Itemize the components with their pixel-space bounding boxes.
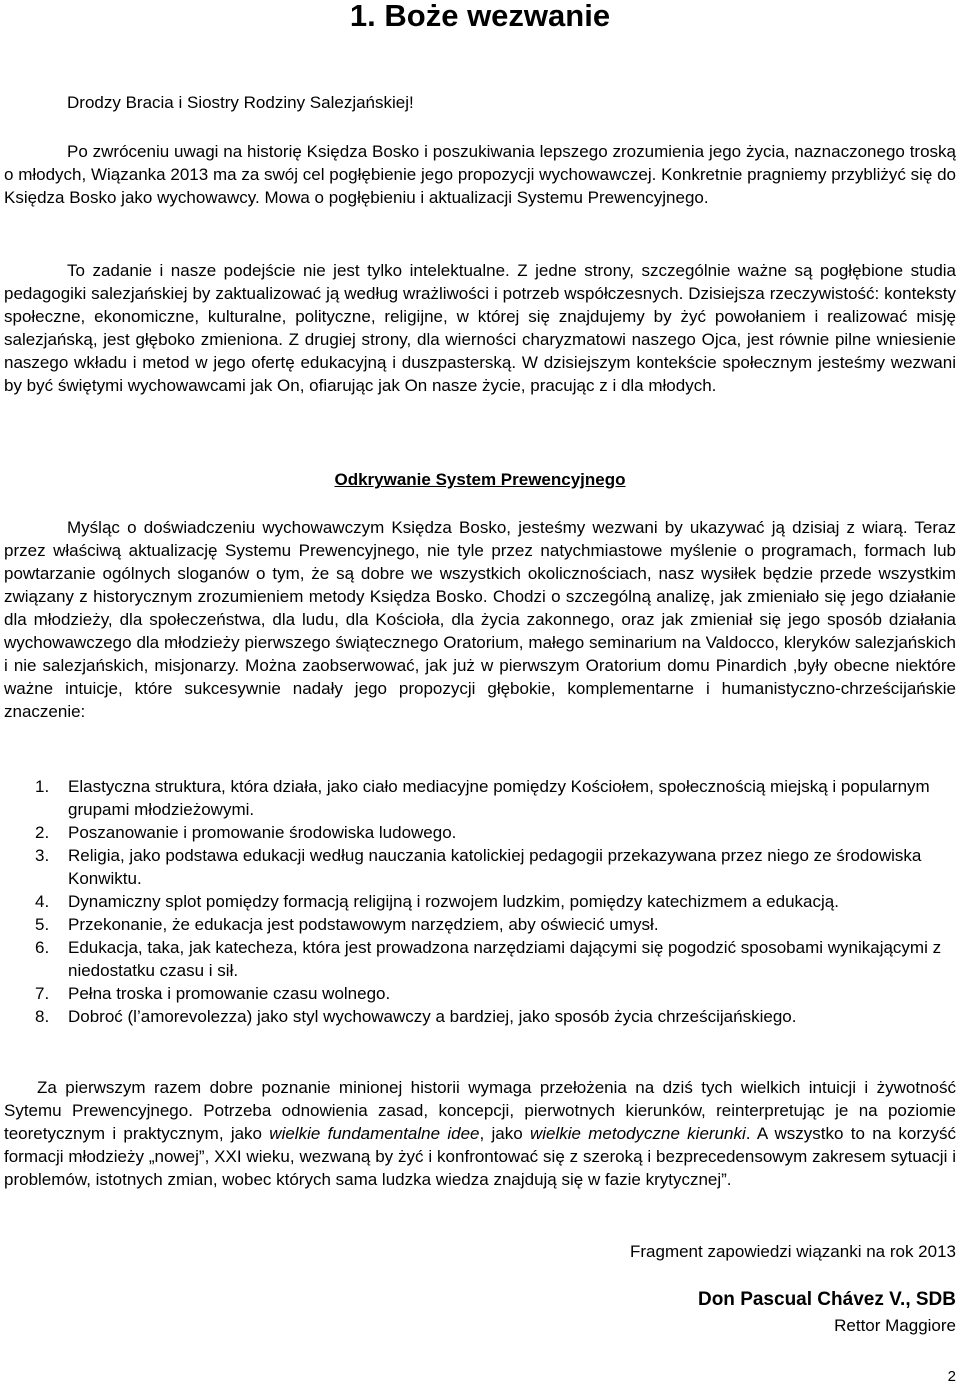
list-item: 1. Elastyczna struktura, która działa, jako ciało mediacyjne pomiędzy Kościołem, społecznością miejską i popularnym grupami młodzieżowymi. <box>35 777 930 819</box>
intuitions-list <box>35 775 956 1028</box>
page-number: 2 <box>947 1368 956 1385</box>
source-note: Fragment zapowiedzi wiązanki na rok 2013 <box>629 1242 956 1261</box>
signature-role: Rettor Maggiore <box>834 1316 956 1335</box>
paragraph-conclusion: Za pierwszym razem dobre poznanie minionej historii wymaga przełożenia na dziś tych wielkich intuicji i żywotność Sytemu Prewencyjnego. Potrzeba odnowienia zasad, koncepcji, pierwotnych kierunków, reinterpretując je na poziomie teoretycznym i praktycznym, jako wielkie fundamentalne idee, jako wielkie metodyczne kierunki. A wszystko to na korzyść formacji młodzieży „nowej”, XXI wieku, wezwaną by żyć i konfrontować się z szeroką i bezprecedensowym zakresem sytuacji i problemów, istotnych zmian, wobec których sama ludzka wiedza znajdują się w fazie krytycznej”. <box>4 1078 956 1189</box>
list-item: 7. Pełna troska i promowanie czasu wolnego. <box>35 984 391 1003</box>
page-title: 1. Boże wezwanie <box>349 0 611 33</box>
list-item: 3. Religia, jako podstawa edukacji według nauczania katolickiej pedagogii przekazywana przez niego ze środowiska Konwiktu. <box>35 846 922 888</box>
list-item: 4. Dynamiczny splot pomiędzy formacją religijną i rozwojem ludzkim, pomiędzy katechizmem a edukacją. <box>35 892 839 911</box>
list-item: 5. Przekonanie, że edukacja jest podstawowym narzędziem, aby oświecić umysł. <box>35 915 659 934</box>
list-item: 2. Poszanowanie i promowanie środowiska ludowego. <box>35 823 457 842</box>
paragraph-task: To zadanie i nasze podejście nie jest tylko intelektualne. Z jedne strony, szczególnie ważne są pogłębione studia pedagogiki salezjańskiej by zaktualizować ją według wrażliwości i potrzeb współczesnych. Dzisiejsza rzeczywistość: konteksty społeczne, ekonomiczne, kulturalne, polityczne, religijne, w której się znajdujemy by żyć powołaniem i realizować misję salezjańską, jest głęboko zmieniona. Z drugiej strony, dla wierności charyzmatowi naszego Ojca, jest równie pilne wniesienie naszego wkładu i metod w jego ofertę edukacyjną i duszpasterską. W dzisiejszym kontekście społecznym jesteśmy wezwani by być świętymi wychowawcami jak On, ofiarując jak On nasze życie, pracując z i dla młodych. <box>4 261 956 395</box>
section-heading: Odkrywanie System Prewencyjnego <box>334 470 626 489</box>
paragraph-discovering: Myśląc o doświadczeniu wychowawczym Księdza Bosko, jesteśmy wezwani by ukazywać ją dzisiaj z wiarą. Teraz przez właściwą aktualizację Systemu Prewencyjnego, nie tyle przez natychmiastowe myślenie o programach, formach lub powtarzanie ogólnych sloganów o tym, że są dobre we wszystkich okolicznościach, nasz wysiłek będzie przede wszystkim związany z historycznym zrozumieniem metody Księdza Bosko. Chodzi o szczególną analizę, jak zmieniało się jego działanie dla młodzieży, dla społeczeństwa, dla ludu, dla Kościoła, dla życia zakonnego, oraz jak zmieniał się jego sposób działania wychowawczego dla młodzieży pierwszego świątecznego Oratorium, małego seminarium na Valdocco, kleryków salezjańskich i nie salezjańskich, misjonarzy. Można zaobserwować, jak już w pierwszym Oratorium domu Pinardich ,były obecne niektóre ważne intuicje, które sukcesywnie nadały jego propozycji głębokie, komplementarne i humanistyczno-chrześcijańskie znaczenie: <box>4 518 956 721</box>
paragraph-intro: Po zwróceniu uwagi na historię Księdza Bosko i poszukiwania lepszego zrozumienia jego życia, naznaczonego troską o młodych, Wiązanka 2013 ma za swój cel pogłębienie jego propozycji wychowawczej. Konkretnie pragniemy przybliżyć się do Księdza Bosko jako wychowawcy. Mowa o pogłębieniu i aktualizacji Systemu Prewencyjnego. <box>4 142 956 207</box>
greeting: Drodzy Bracia i Siostry Rodziny Salezjańskiej! <box>67 93 414 112</box>
signature-name: Don Pascual Chávez V., SDB <box>697 1289 956 1310</box>
list-item: 8. Dobroć (l’amorevolezza) jako styl wychowawczy a bardziej, jako sposób życia chrześcijańskiego. <box>35 1007 797 1026</box>
list-item: 6. Edukacja, taka, jak katecheza, która jest prowadzona narzędziami dającymi się pogodzić sposobami wynikającymi z niedostatku czasu i sił. <box>35 938 942 980</box>
